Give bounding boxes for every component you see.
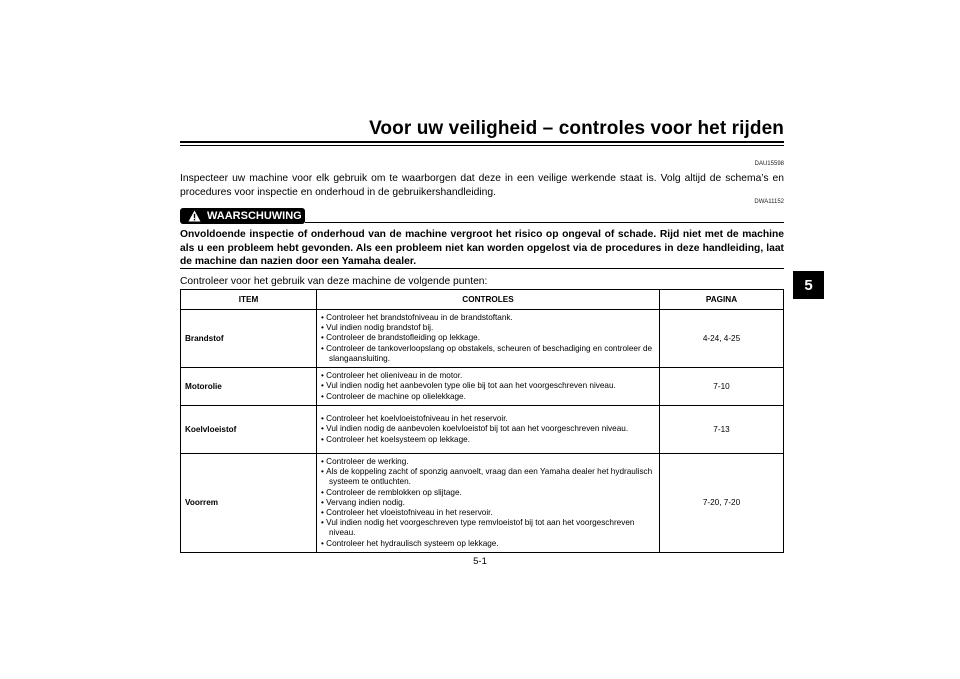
column-header-controls: CONTROLES <box>317 290 660 310</box>
row-checks <box>317 406 660 454</box>
row-item: Brandstof <box>181 310 317 368</box>
check-item: • Controleer het koelsysteem op lekkage. <box>321 435 655 445</box>
title-rule <box>180 141 784 143</box>
check-item: • Controleer het koelvloeistofniveau in het reservoir. <box>321 414 655 424</box>
table-row <box>181 454 784 553</box>
intro-reference-code: DAU15598 <box>754 161 784 167</box>
check-item: • Controleer de brandstofleiding op lekkage. <box>321 333 655 343</box>
table-row <box>181 368 784 406</box>
table-row <box>181 406 784 454</box>
inspection-table <box>180 289 784 553</box>
check-item: • Controleer het brandstofniveau in de brandstoftank. <box>321 313 655 323</box>
row-checks <box>317 368 660 406</box>
check-item: • Als de koppeling zacht of sponzig aanvoelt, vraag dan een Yamaha dealer het hydraulisch systeem te ontluchten. <box>321 467 655 487</box>
check-item: • Controleer de tankoverloopslang op obstakels, scheuren of beschadiging en controleer de slangaansluiting. <box>321 344 655 364</box>
table-row <box>181 310 784 368</box>
warning-text: Onvoldoende inspectie of onderhoud van de machine vergroot het risico op ongeval of schade. Rijd niet met de machine als u een probleem hebt gevonden. Als een probleem niet kan worden opgelost via de procedures in deze handleiding, laat de machine dan nazien door een Yamaha dealer. <box>180 229 784 267</box>
check-item: • Vul indien nodig de aanbevolen koelvloeistof bij tot aan het voorgeschreven niveau. <box>321 424 655 434</box>
warning-rule <box>305 222 784 223</box>
column-header-page: PAGINA <box>660 290 784 310</box>
row-page: 7-10 <box>660 368 784 406</box>
row-page: 7-20, 7-20 <box>660 454 784 553</box>
title-rule-thin <box>180 145 784 146</box>
check-item: • Controleer de werking. <box>321 457 655 467</box>
checklist-lead: Controleer voor het gebruik van deze machine de volgende punten: <box>180 276 488 287</box>
intro-paragraph: Inspecteer uw machine voor elk gebruik om te waarborgen dat deze in een veilige werkende staat is. Volg altijd de schema’s en procedures voor inspectie en onderhoud in de gebruikershandleiding. <box>180 173 784 198</box>
check-item: • Vul indien nodig het voorgeschreven type remvloeistof bij tot aan het voorgeschreven niveau. <box>321 518 655 538</box>
check-item: • Vul indien nodig het aanbevolen type olie bij tot aan het voorgeschreven niveau. <box>321 381 655 391</box>
check-item: • Controleer de machine op olielekkage. <box>321 392 655 402</box>
warning-reference-code: DWA11152 <box>754 199 784 205</box>
warning-label: WAARSCHUWING <box>207 210 302 222</box>
column-header-item: ITEM <box>181 290 317 310</box>
check-item: • Controleer het hydraulisch systeem op lekkage. <box>321 539 655 549</box>
page-number: 5-1 <box>473 556 487 567</box>
page-title: Voor uw veiligheid – controles voor het rijden <box>369 118 784 139</box>
row-page: 4-24, 4-25 <box>660 310 784 368</box>
check-item: • Controleer het olieniveau in de motor. <box>321 371 655 381</box>
row-item: Motorolie <box>181 368 317 406</box>
check-item: • Controleer het vloeistofniveau in het reservoir. <box>321 508 655 518</box>
warning-triangle-icon <box>188 210 201 222</box>
table-header-row <box>181 290 784 310</box>
check-item: • Controleer de remblokken op slijtage. <box>321 488 655 498</box>
row-page: 7-13 <box>660 406 784 454</box>
warning-end-rule <box>180 268 784 269</box>
check-item: • Vul indien nodig brandstof bij. <box>321 323 655 333</box>
row-checks <box>317 310 660 368</box>
chapter-tab: 5 <box>793 271 824 299</box>
warning-badge <box>180 208 305 224</box>
check-item: • Vervang indien nodig. <box>321 498 655 508</box>
row-checks <box>317 454 660 553</box>
row-item: Voorrem <box>181 454 317 553</box>
row-item: Koelvloeistof <box>181 406 317 454</box>
